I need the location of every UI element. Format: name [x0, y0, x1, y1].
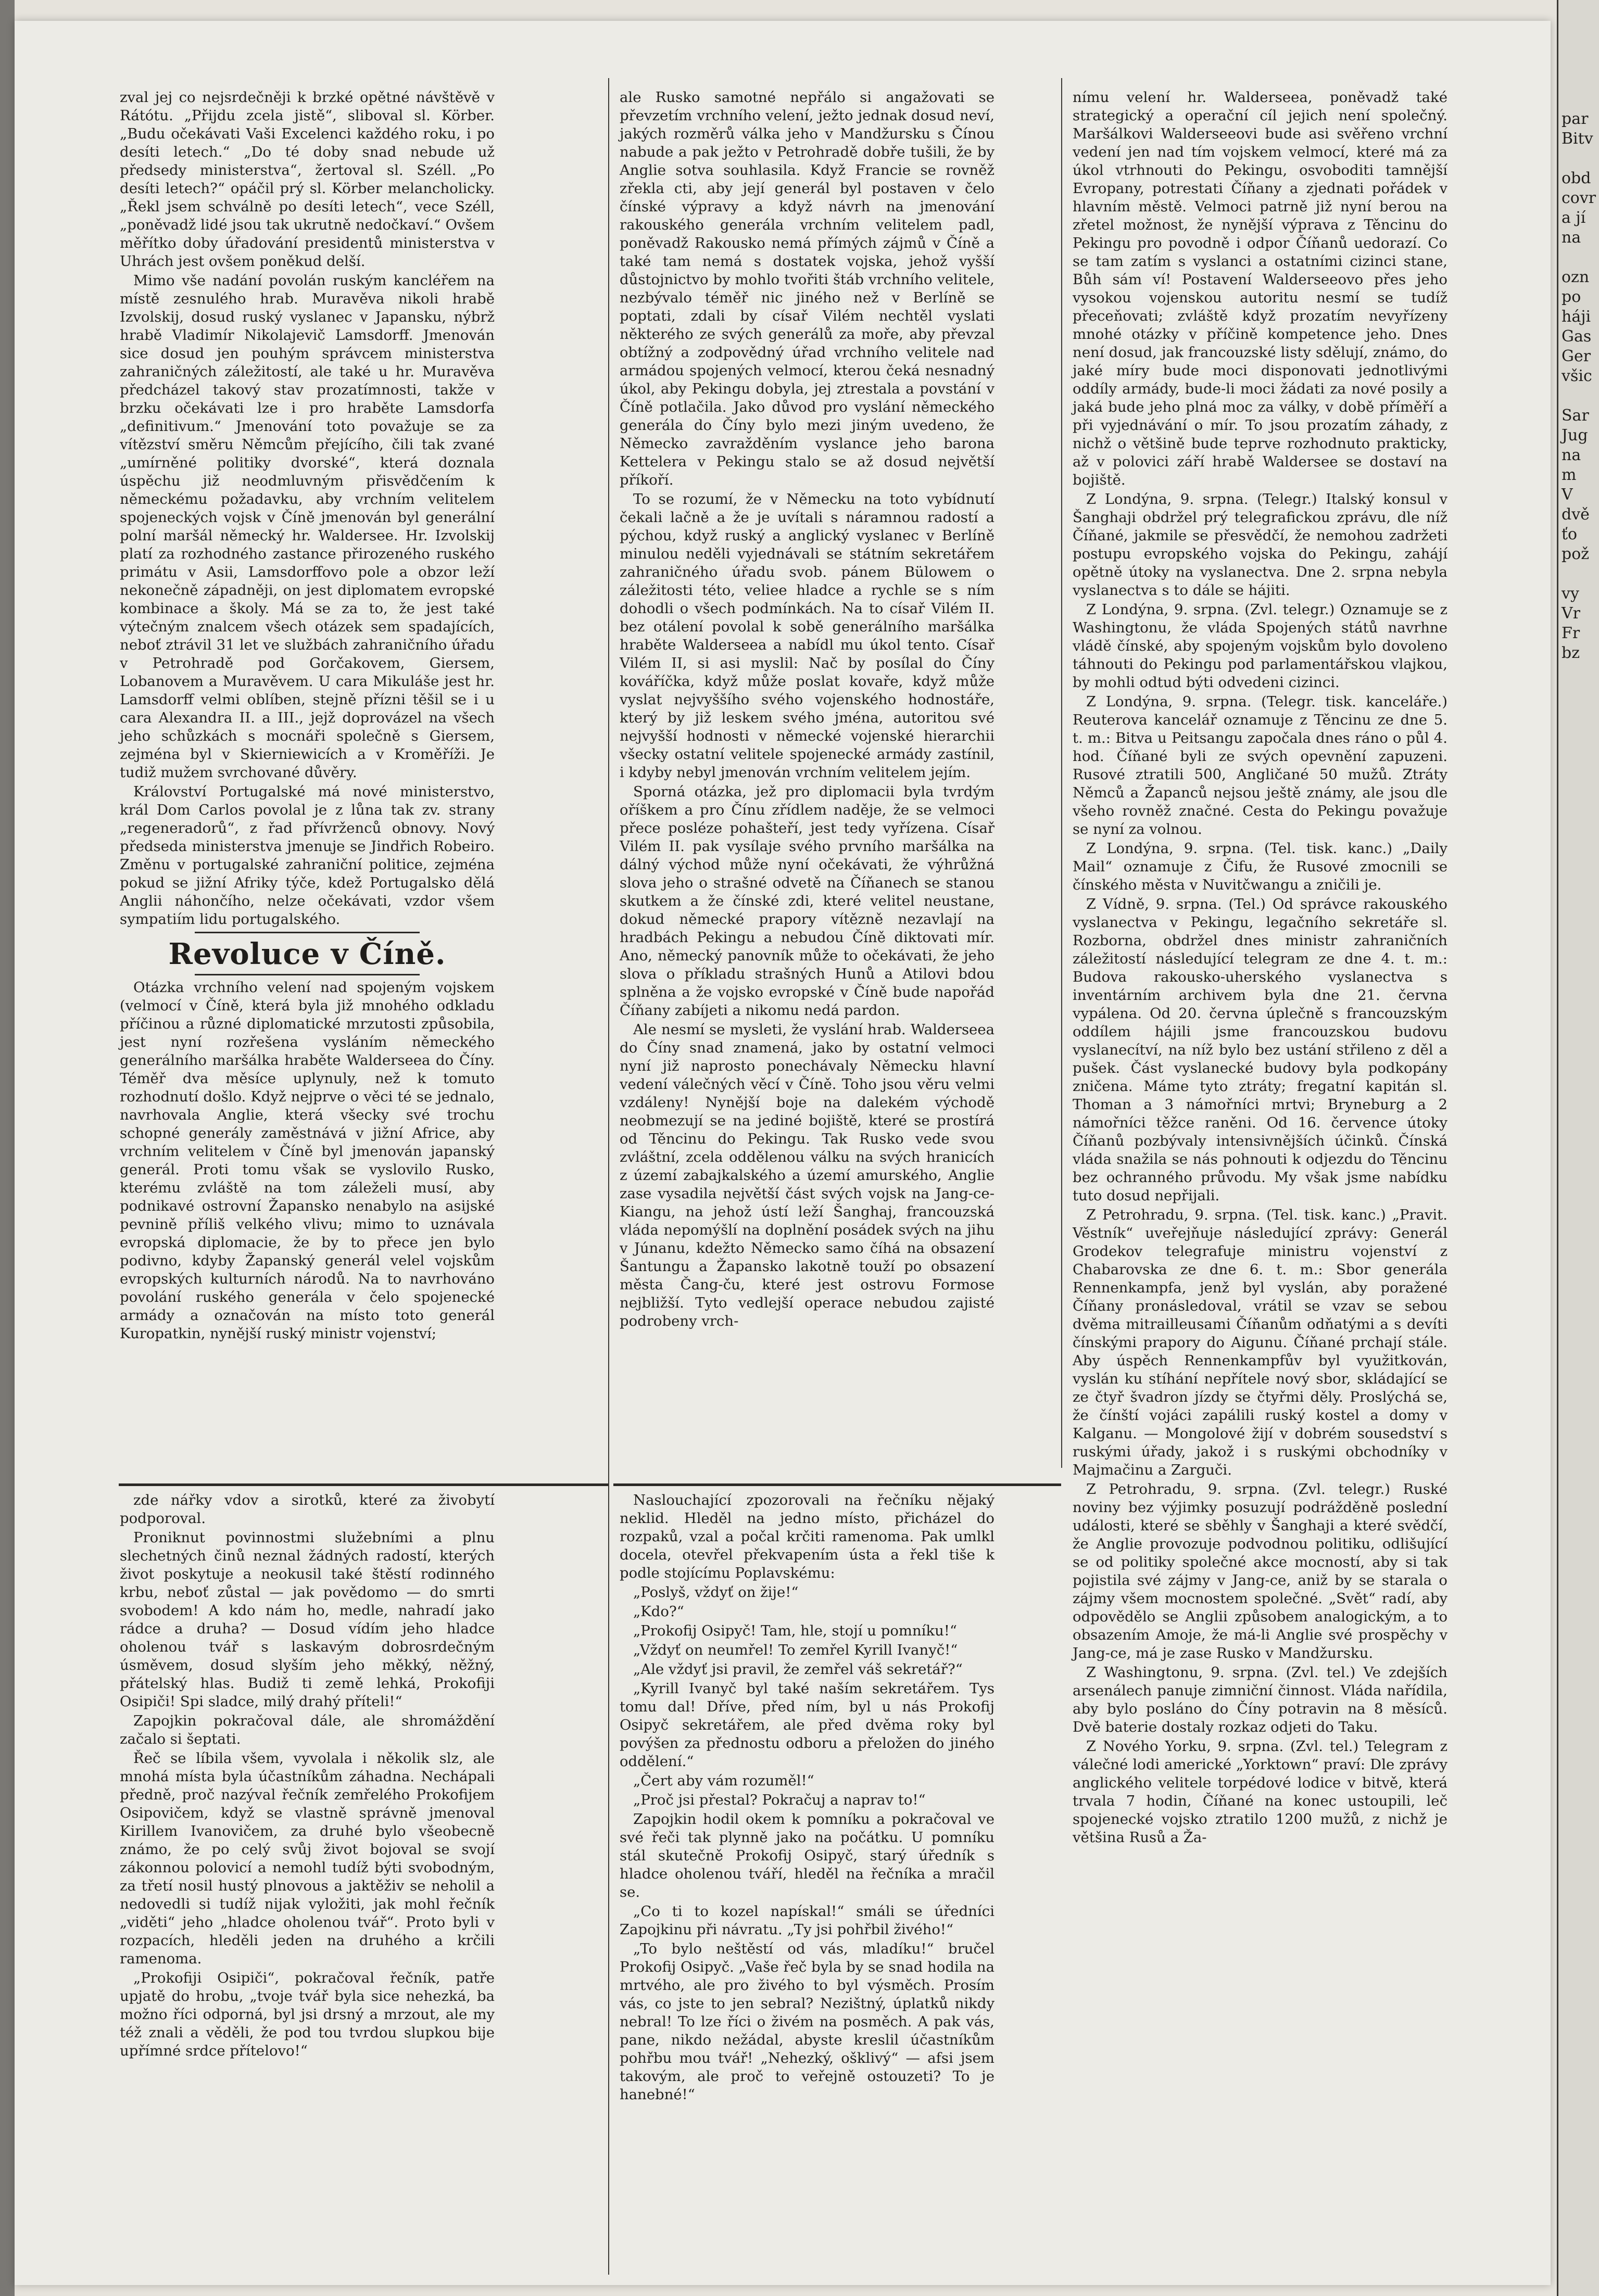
edge-fragment: a jí	[1562, 209, 1586, 227]
news-item: Z Nového Yorku, 9. srpna. (Zvl. tel.) Telegram z válečné lodi americké „Yorktown“ praví: Dle zprávy anglického velitele torpédové lodice v bitvě, která trvala 7 hodin, Číňané na konec ustoupili, leč spojenecké vojsko ztratilo 1200 mužů, z nichž je většina Rusů a Ža-	[1073, 1738, 1447, 1846]
section-headline: Revoluce v Číně.	[168, 937, 446, 971]
paragraph: Proniknut povinnostmi služebními a plnu slechetných činů neznal žádných radostí, kterých život poskytuje a neokusil také štěstí rodinného krbu, neboť zůstal — jak povědomo — do smrti svobodem! A kdo nám ho, medle, nahradí jako rádce a druha? — Dosud vídím jeho hladce oholenou tvář s laskavým dobrosrdečným úsměvem, dosud slyším jeho měkký, něžný, přátelský hlas. Budiž ti země lehká, Prokofiji Osipiči! Spi sladce, milý drahý příteli!“	[120, 1529, 495, 1710]
dialogue-line: „Proč jsi přestal? Pokračuj a naprav to!“	[633, 1792, 926, 1808]
section-divider-left	[119, 1483, 608, 1486]
paragraph: Řeč se líbila všem, vyvolala i několik slz, ale mnohá místa byla účastníkům záhadna. Nechápali předně, proč nazýval řečník zemřelého Prokofijem Osipovičem, když se vlastně správně jmenoval Kirillem Ivanovičem, za druhé bylo všeobecně známo, že po celý svůj život bojoval se svojí zákonnou polovicí a nemohl tudíž býti svobodným, za třetí nosil hustý plnovous a jaktěživ se neholil a nedovedli si tudíž nijak vyložiti, jak mohl řečník „viděti“ jeho „hladce oholenou tvář“. Proto byli v rozpacích, hleděli jeden na druhého a krčili ramenoma.	[120, 1750, 495, 1967]
dialogue-line: „Ale vždyť jsi pravil, že zemřel váš sekretář?“	[633, 1661, 963, 1678]
column-rule-2	[1061, 78, 1062, 1468]
feuilleton-column-2	[620, 1491, 994, 2105]
edge-fragment: Gas	[1562, 327, 1592, 346]
dialogue-line: „Kdo?“	[633, 1603, 684, 1620]
edge-fragment: bz	[1562, 644, 1580, 662]
news-item: Z Londýna, 9. srpna. (Zvl. telegr.) Oznamuje se z Washingtonu, že vláda Spojených států navrhne vládě čínské, aby spojeným vojskům bylo dovoleno táhnouti do Pekingu pod parlamentářskou vlajkou, by mohli odtud býti odvedeni cizinci.	[1073, 601, 1447, 691]
column-1	[120, 88, 495, 1344]
edge-fragment: vy	[1562, 585, 1579, 603]
dialogue-line: „Vždyť on neumřel! To zemřel Kyrill Ivanyč!“	[633, 1642, 958, 1658]
edge-fragment: ozn	[1562, 268, 1590, 286]
news-item: Z Londýna, 9. srpna. (Telegr.) Italský konsul v Šanghaji obdržel prý telegrafickou zprávu, dle níž Číňané, jakmile se přesvědčí, že nemohou zadržeti postupu evropského vojska do Pekingu, zahájí opětně útoky na vyslanectva. Dne 2. srpna nebyla vyslanectva s to dále se hájiti.	[1073, 491, 1447, 599]
paragraph: Zapojkin hodil okem k pomníku a pokračoval ve své řeči tak plynně jako na počátku. U pomníku stál skutečně Prokofij Osipyč, starý úředník s hladce oholenou tváří, hleděl na řečníka a mračil se.	[620, 1811, 994, 1900]
scan-left-edge	[0, 0, 15, 2296]
dialogue-line: „Čert aby vám rozuměl!“	[633, 1772, 814, 1789]
edge-fragment	[1558, 149, 1599, 169]
paragraph: zval jej co nejsrdečněji k brzké opětné návštěvě v Rátótu. „Přijdu zcela jistě“, sliboval sl. Körber. „Budu očekávati Vaši Excelenci každého roku, i po desíti letech.“ „Do té doby snad nebude už předsedy ministerstva“, žertoval sl. Széll. „Po desíti letech?“ opáčil prý sl. Körber melancholicky. „Řekl jsem schválně po desíti letech“, vece Széll, „poněvadž lidé jsou tak ukrutně nedočkaví.“ Ovšem měřítko doby úřadování presidentů ministerstva v Uhrách jest ovšem poněkud delší.	[120, 89, 495, 270]
news-item: Z Londýna, 9. srpna. (Tel. tisk. kanc.) „Daily Mail“ oznamuje z Čifu, že Rusové zmocnili se čínského města v Nuvitčwangu a zničili je.	[1073, 840, 1447, 893]
adjacent-page-strip	[1557, 0, 1599, 2296]
column-rule-1	[608, 78, 609, 2275]
edge-fragment: Ger	[1562, 347, 1591, 365]
paragraph: nímu velení hr. Walderseea, poněvadž také strategický a operační cíl jejich není společný. Maršálkovi Walderseeovi bude asi svěřeno vrchní vedení jen nad tím vojskem velmocí, které má za úkol vtrhnouti do Pekingu, osvoboditi tamnější Evropany, potrestati Číňany a zjednati pořádek v hlavním městě. Velmoci patrně již nyní berou na zřetel možnost, že nynější výprava z Těncinu do Pekingu pro povodně i odpor Číňanů uedorazí. Co se tam zatím s vyslanci a ostatními cizinci stane, Bůh sám ví! Postavení Walderseeovo přes jeho vysokou vojenskou autoritu nesmí se tudíž přeceňovati; zvláště když prozatím nevyřízeny mnohé otázky v příčině kompetence jeho. Dnes není dosud, jak francouzské listy sdělují, známo, do jaké míry bude moci disponovati jednotlivými oddíly armády, bude-li moci žádati za nové posily a jaká bude jeho plná moc za války, v době příměří a při vyjednávání o mír. To jsou prozatím záhady, z nichž o většině bude teprve rozhodnuto prakticky, až v polovici září hrabě Waldersee se dostaví na bojiště.	[1073, 89, 1447, 488]
dialogue-line: „Prokofij Osipyč! Tam, hle, stojí u pomníku!“	[633, 1622, 957, 1639]
feuilleton-column-1	[120, 1491, 495, 2061]
edge-fragment	[1558, 386, 1599, 406]
news-item: Z Londýna, 9. srpna. (Telegr. tisk. kanceláře.) Reuterova kancelář oznamuje z Těncinu ze dne 5. t. m.: Bitva u Peitsangu započala dnes ráno o půl 4. hod. Číňané byli ze svých opevnění zapuzeni. Rusové ztratili 500, Angličané 50 mužů. Ztráty Němců a Žapanců nejsou ještě známy, ale jsou dle všeho rovněž značné. Cesta do Pekingu považuje se nyní za volnou.	[1073, 693, 1447, 838]
paragraph: Ale nesmí se mysleti, že vyslání hrab. Walderseea do Číny snad znamená, jako by ostatní velmoci nyní již naprosto ponechávaly Německu hlavní vedení válečných věcí v Číně. Toho jsou věru velmi vzdáleny! Nynější boje na dalekém východě neobmezují se na jediné bojiště, které se prostírá od Těncinu do Pekingu. Tak Rusko vede svou zvláštní, zcela oddělenou válku na svých hranicích z území zabajkalského a území amurského, Anglie zase vysadila největší část svých vojsk na Jang-ce-Kiangu, na jehož ústí leží Šanghaj, francouzská vláda nepomýšlí na doplnění posádek svých na jihu v Júnanu, kdežto Německo samo číhá na obsazení Šantungu a Žapansko lakotně touží po obsazení města Čang-ču, které jest ostrovu Formose nejbližší. Tyto vedlejší operace nebudou zajisté podrobeny vrch-	[620, 1021, 994, 1329]
edge-fragment: po	[1562, 288, 1581, 306]
news-item: Z Washingtonu, 9. srpna. (Zvl. tel.) Ve zdejších arsenálech panuje zimniční činnost. Vláda nařídila, aby bylo posláno do Číny potravin na 8 měsíců. Dvě baterie dostaly rozkaz odjeti do Taku.	[1073, 1664, 1447, 1735]
column-3	[1073, 88, 1447, 1848]
news-item: Z Vídně, 9. srpna. (Tel.) Od správce rakouského vyslanectva v Pekingu, legačního sekretáře sl. Rozborna, obdržel dnes ministr zahraničních záležitostí následující telegram ze dne 4. t. m.: Budova rakousko-uherského vyslanectva s inventárním archivem byla dne 21. června vypálena. Od 20. června úplečně s francouzským oddílem hájili jsme francouzskou budovu vyslanecítví, na níž bylo bez ustání střileno z děl a pušek. Část vyslanecké budovy byla podkopány zničena. Máme tyto ztráty; fregatní kapitán sl. Thoman a 3 námořníci mrtvi; Bryneburg a 2 námořníci těžce raněni. Od 16. července útoky Číňanů pozbývaly intensivnějších účinků. Čínská vláda snažila se nás pohnouti k odjezdu do Těncinu bez ochranného průvodu. My však jsme nabídku tuto dosud nepřijali.	[1073, 896, 1447, 1204]
edge-fragment: obd	[1562, 169, 1591, 187]
paragraph: Naslouchající zpozorovali na řečníku nějaký neklid. Hleděl na jedno místo, přicházel do rozpaků, vzal a počal krčiti ramenoma. Pak umlkl docela, otevřel překvapením ústa a řekl tiše k podle stojícímu Poplavskému:	[620, 1492, 994, 1581]
paragraph: Mimo vše nadání povolán ruským kancléřem na místě zesnulého hrab. Muravěva nikoli hrabě Izvolskij, dosud ruský vyslanec v Japansku, nýbrž hrabě Vladimír Nikolajevič Lamsdorff. Jmenován sice dosud jen pouhým správcem ministerstva zahraničných záležitostí, ale také u hr. Muravěva předcházel takový stav prozatímnosti, takže v brzku očekávati lze i pro hraběte Lamsdorfa „definitivum.“ Jmenování toto považuje se za vítězství směru Němcům přejícího, čili tak zvané „umírněné politiky dvorské“, která doznala úspěchu již neodmluvným přisvědčením k německému požadavku, aby vrchním velitelem spojeneckých vojsk v Číně jmenován byl generální polní maršál německý hr. Waldersee. Hr. Izvolskij platí za rozhodného zastance přirozeného ruského primátu v Asii, Lamsdorffovo pole a obzor leží nekonečně západněji, on jest diplomatem evropské kombinace a školy. Má se za to, že jest také výtečným znalcem všech otázek sem spadajících, neboť ztrávil 31 let ve službách zahraničního úřadu v Petrohradě pod Gorčakovem, Giersem, Lobanovem a Muravěvem. U cara Mikuláše jest hr. Lamsdorff velmi oblíben, stejně přízni těšil se i u cara Alexandra II. a III., jejž doprovázel na všech jeho schůzkách s mocnáři společně s Giersem, zejména byl v Skierniewicích a v Kroměříži. Je tudiž mužem svrchované důvěry.	[120, 272, 495, 781]
edge-fragment: na	[1562, 446, 1581, 464]
paragraph: „To bylo neštěstí od vás, mladíku!“ bručel Prokofij Osipyč. „Vaše řeč byla by se snad hodila na mrtvého, ale pro živého to byl výsměch. Prosím vás, co jste to jen sebral? Nezištný, úplatků nikdy nebral! To lze říci o živém na posměch. A pak vás, pane, nikdo nežádal, abyste kreslil účastníkům pohřbu mou tvář! „Nehezký, ošklivý“ — afsi jsem takovým, ale proč to veřejně ostouzeti? To je hanebné!“	[620, 1940, 994, 2103]
adjacent-page-text	[1558, 109, 1599, 663]
dialogue-line: „Poslyš, vždyť on žije!“	[633, 1584, 799, 1601]
news-item: Z Petrohradu, 9. srpna. (Tel. tisk. kanc.) „Pravit. Věstník“ uveřejňuje následující zprávy: Generál Grodekov telegrafuje ministru vojenství z Chabarovska ze dne 6. t. m.: Sbor generála Rennenkampfa, jenž byl vyslán, aby poražené Číňany pronásledoval, vrátil se vzav se sebou dvěma mitrailleusami Číňanům odňatými a s devíti čínskými prapory do Aigunu. Číňané prchají stále. Aby úspěch Rennenkampfův byl využitkován, vyslán ku stíhání nepřítele nový sbor, skládající se ze čtyř švadron jízdy se čtyřmi děly. Proslýchá se, že čínští vojáci zapálili ruský kostel a domy v Kalganu. — Mongolové žijí v dobrém sousedství s ruskými úřady, jakož i s ruskými obchodníky v Majmačinu a Zarguči.	[1073, 1207, 1447, 1478]
edge-fragment: ťo	[1562, 525, 1578, 543]
headline-rule	[195, 932, 420, 933]
edge-fragment: dvě	[1562, 505, 1590, 524]
edge-fragment	[1558, 248, 1599, 268]
dialogue-line: „Kyrill Ivanyč byl také naším sekretářem. Tys tomu dal! Dříve, před ním, byl u nás Prokofij Osipyč sekretářem, ale před dvěma roky byl povýšen za přednostu odboru a přeložen do jiného oddělení.“	[620, 1680, 994, 1770]
edge-fragment	[1558, 564, 1599, 584]
edge-fragment: háji	[1562, 308, 1591, 326]
paragraph: Království Portugalské má nové ministerstvo, král Dom Carlos povolal je z lůna tak zv. strany „regeneradorů“, z řad přívrženců obnovy. Nový předseda ministerstva jmenuje se Jindřich Robeiro. Změnu v portugalské zahraniční politice, zejména pokud se jižní Afriky týče, kdež Portugalsko dělá Anglii náhončího, nelze očekávati, vzdor všem sympatiím lidu portugalského.	[120, 783, 495, 928]
edge-fragment: covr	[1562, 189, 1596, 207]
edge-fragment: Vr	[1562, 604, 1581, 623]
paragraph: Sporná otázka, jež pro diplomacii byla tvrdým oříškem a pro Čínu zřídlem naděje, že se velmoci přece posléze pohašteří, jest tedy vyřízena. Císař Vilém II. pak vysílaje svého prvního maršálka na dálný východ může nyní očekávati, že výhrůžná slova jeho o strašné odvetě na Číňanech se stanou skutkem a že čínské zdi, které velitel neustane, dokud německé prapory vítězně nezavlají na hradbách Pekingu a nebudou Číně diktovati mír. Ano, německý panovník může to očekávati, že jeho slova o příkladu strašných Hunů a Atilovi bdou splněna a že vojsko evropské v Číně bude napořád Číňany zabíjeti a nikomu nedá pardon.	[620, 783, 994, 1019]
edge-fragment: Jug	[1562, 426, 1588, 445]
paragraph: zde nářky vdov a sirotků, které za živobytí podporoval.	[120, 1492, 495, 1527]
edge-fragment: par	[1562, 110, 1589, 128]
paragraph: „Prokofiji Osipiči“, pokračoval řečník, patře upjatě do hrobu, „tvoje tvář byla sice nehezká, ba možno říci odporná, byl jsi drsný a mrzout, ale my též znali a věděli, že pod tou tvrdou slupkou bije upřímné srdce přítelovo!“	[120, 1970, 495, 2059]
section-divider-right	[613, 1483, 1061, 1486]
headline-rule	[195, 974, 420, 975]
edge-fragment: V	[1562, 486, 1573, 504]
paragraph: Zapojkin pokračoval dále, ale shromáždění začalo si šeptati.	[120, 1713, 495, 1747]
paragraph: To se rozumí, že v Německu na toto vybídnutí čekali lačně a že je uvítali s náramnou radostí a pýchou, když ruský a anglický vyslanec v Berlíně minulou neděli vyjednávali se státním sekretářem zahraničného úřadu svob. pánem Bülowem o záležitosti této, veliee hladce a rychle se s ním dohodli o všech podmínkách. Na to císař Vilém II. bez otálení povolal k sobě generálního maršálka hraběte Walderseea a nabídl mu úkol tento. Císař Vilém II, si asi myslil: Nač by posílal do Číny kováříčka, když může poslat kovaře, když může vyslat nejvyššího svého vojenského hodnostáře, který by již leskem svého jména, autoritou své nejvyšší hodnosti v německé vojenské hierarchii všecky ostatní velitele spojenecké armády zastínil, i kdyby nebyl jmenován vrchním velitelem jejím.	[620, 491, 994, 781]
edge-fragment: na	[1562, 229, 1581, 247]
edge-fragment: Sar	[1562, 407, 1589, 425]
column-2	[620, 88, 994, 1331]
edge-fragment: všic	[1562, 367, 1592, 385]
news-item: Z Petrohradu, 9. srpna. (Zvl. telegr.) Ruské noviny bez výjimky posuzují podrážděně poslední události, které se sběhly v Šanghaji a které svědčí, že Anglie provozuje podvodnou politiku, odlišující se od politiky společné akce mocností, aby si tak pojistila své zájmy v Jang-ce, aniž by se starala o zájmy všem mocnostem společné. „Svět“ radí, aby odpovědělo se Anglii způsobem analogickým, a to obsazením Amoje, že má-li Anglie své prospěchy v Jang-ce, má je zase Rusko v Mandžursku.	[1073, 1481, 1447, 1661]
edge-fragment: Bitv	[1562, 130, 1593, 148]
paragraph: „Co ti to kozel napískal!“ smáli se úředníci Zapojkinu při návratu. „Ty jsi pohřbil živého!“	[620, 1903, 994, 1938]
paragraph: Otázka vrchního velení nad spojeným vojskem (velmocí v Číně, která byla již mnohého odkladu příčinou a různé diplomatické mrzutosti způsobila, jest nyní rozřešena vysláním německého generálního maršálka hraběte Walderseea do Číny. Téměř dva měsíce uplynuly, než k tomuto rozhodnutí došlo. Když nejprve o věci té se jednalo, navrhovala Anglie, která všecky své trochu schopné generály zaměstnává v jižní Africe, aby vrchním velitelem v Číně byl jmenován japanský generál. Proti tomu však se vyslovilo Rusko, kterému zvláště na tom záleželi musí, aby podnikavé ostrovní Žapansko nenabylo na asijské pevnině příliš velkého vlivu; mimo to uznávala evropská diplomacie, že by to přece jen bylo podivno, kdyby Žapanský generál velel vojskům evropských kulturních národů. Na to navrhováno povolání ruského generála v čelo spojenecké armády a označován na místo toto generál Kuropatkin, nynější ruský ministr vojenství;	[120, 979, 495, 1342]
paragraph: ale Rusko samotné nepřálo si angažovati se převzetím vrchního velení, ježto jednak dosud neví, jakých rozměrů válka jeho v Mandžursku s Čínou nabude a pak ježto v Petrohradě dobře tušili, že by Anglie sotva souhlasila. Když Francie se rovněž zřekla cti, aby její generál byl postaven v čelo čínské výpravy a když návrh na jmenování rakouského generála vrchním velitelem padl, poněvadž Rakousko nemá přímých zájmů v Číně a také tam nemá s dostatek vojska, jehož vyšší důstojnictvo by mohlo tvořiti štáb vrchního velitele, nezbývalo téměř nic jiného než v Berlíně se poptati, zdali by císař Vilém nechtěl vyslati některého ze svých generálů za moře, aby převzal obtížný a zodpovědný úřad vrchního velitele nad armádou spojených velmocí, kterou čeká nesnadný úkol, aby Pekingu dobyla, jej ztrestala a povstání v Číně potlačila. Jako důvod pro vyslání německého generála do Číny bylo mezi jiným uvedeno, že Německo zavražděním vyslance jeho barona Kettelera v Pekingu stalo se až dosud největší příkoří.	[620, 89, 994, 488]
edge-fragment: Fr	[1562, 624, 1580, 642]
edge-fragment: m	[1562, 466, 1577, 484]
edge-fragment: pož	[1562, 545, 1590, 563]
